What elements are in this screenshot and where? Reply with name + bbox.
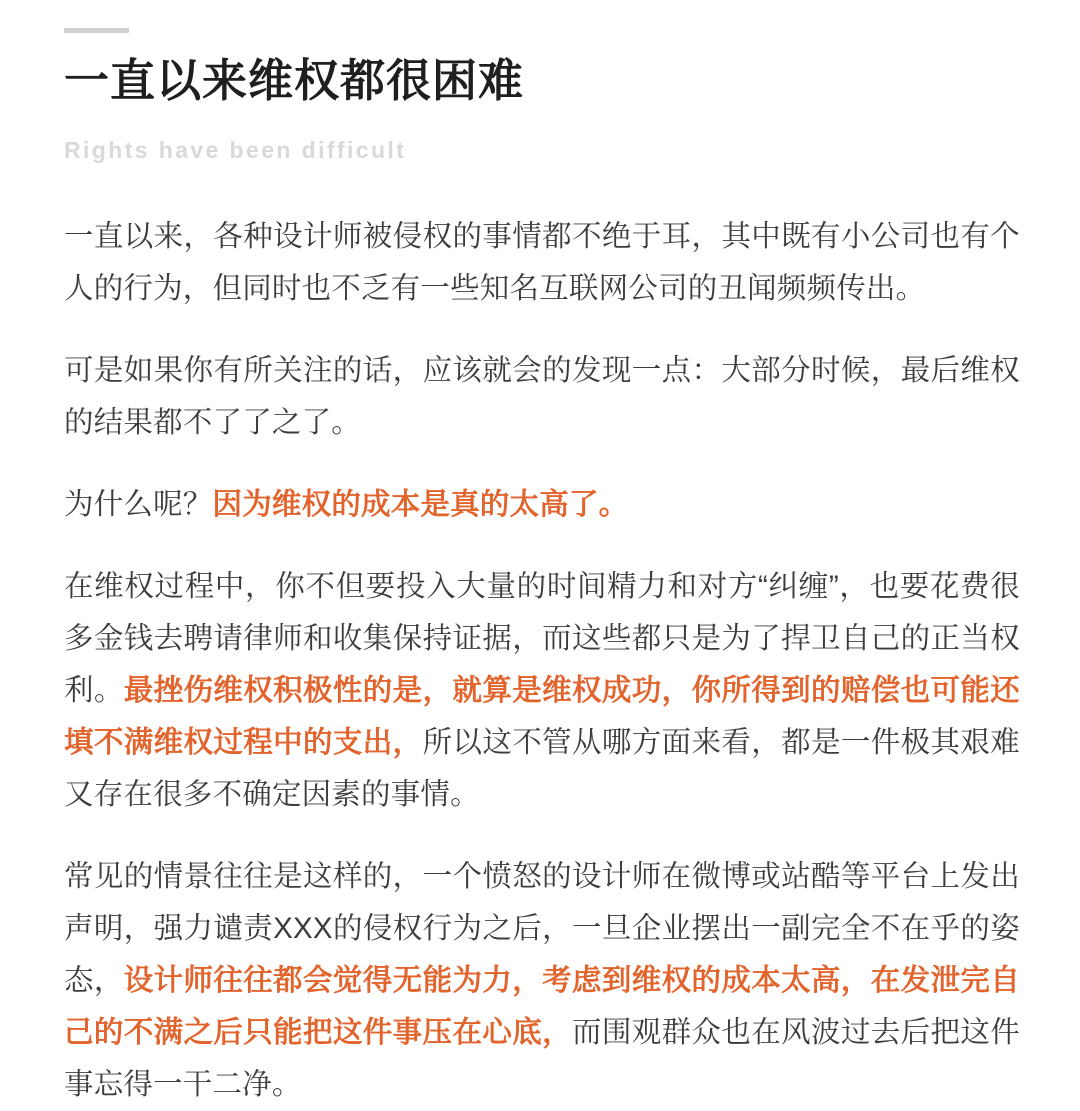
body-paragraph — [64, 211, 1020, 315]
page-title: 一直以来维权都很困难 — [64, 55, 525, 106]
highlighted-text: 设计师往往都会觉得无能为力，考虑到维权的成本太高，在发泄完自己的不满之后只能把这件事压在心底， — [64, 963, 1020, 1049]
article-body — [64, 211, 1020, 1111]
body-paragraph — [64, 851, 1020, 1111]
body-paragraph — [64, 345, 1020, 449]
body-text: 而围观群众也在风波过去后把这件事忘得一干二净。 — [64, 1015, 1020, 1101]
accent-rule-divider — [64, 28, 129, 33]
body-text: 为什么呢？ — [64, 487, 213, 521]
page-subtitle: Rights have been difficult — [64, 137, 407, 164]
highlighted-text: 最挫伤维权积极性的是，就算是维权成功，你所得到的赔偿也可能还填不满维权过程中的支出， — [64, 673, 1020, 759]
body-paragraph — [64, 561, 1020, 821]
body-text: 常见的情景往往是这样的，一个愤怒的设计师在微博或站酷等平台上发出声明，强力谴责XXX的侵权行为之后，一旦企业摆出一副完全不在乎的姿态， — [64, 859, 1020, 997]
body-text: 在维权过程中，你不但要投入大量的时间精力和对方“纠缠”，也要花费很多金钱去聘请律师和收集保持证据，而这些都只是为了捍卫自己的正当权利。 — [64, 569, 1020, 707]
body-paragraph — [64, 479, 1020, 531]
body-text: 可是如果你有所关注的话，应该就会的发现一点：大部分时候，最后维权的结果都不了了之了。 — [64, 353, 1020, 439]
highlighted-text: 因为维权的成本是真的太高了。 — [212, 487, 629, 521]
body-text: 所以这不管从哪方面来看，都是一件极其艰难又存在很多不确定因素的事情。 — [64, 725, 1020, 811]
article-page — [0, 28, 1080, 1101]
body-text: 一直以来，各种设计师被侵权的事情都不绝于耳，其中既有小公司也有个人的行为，但同时也不乏有一些知名互联网公司的丑闻频频传出。 — [64, 219, 1020, 305]
